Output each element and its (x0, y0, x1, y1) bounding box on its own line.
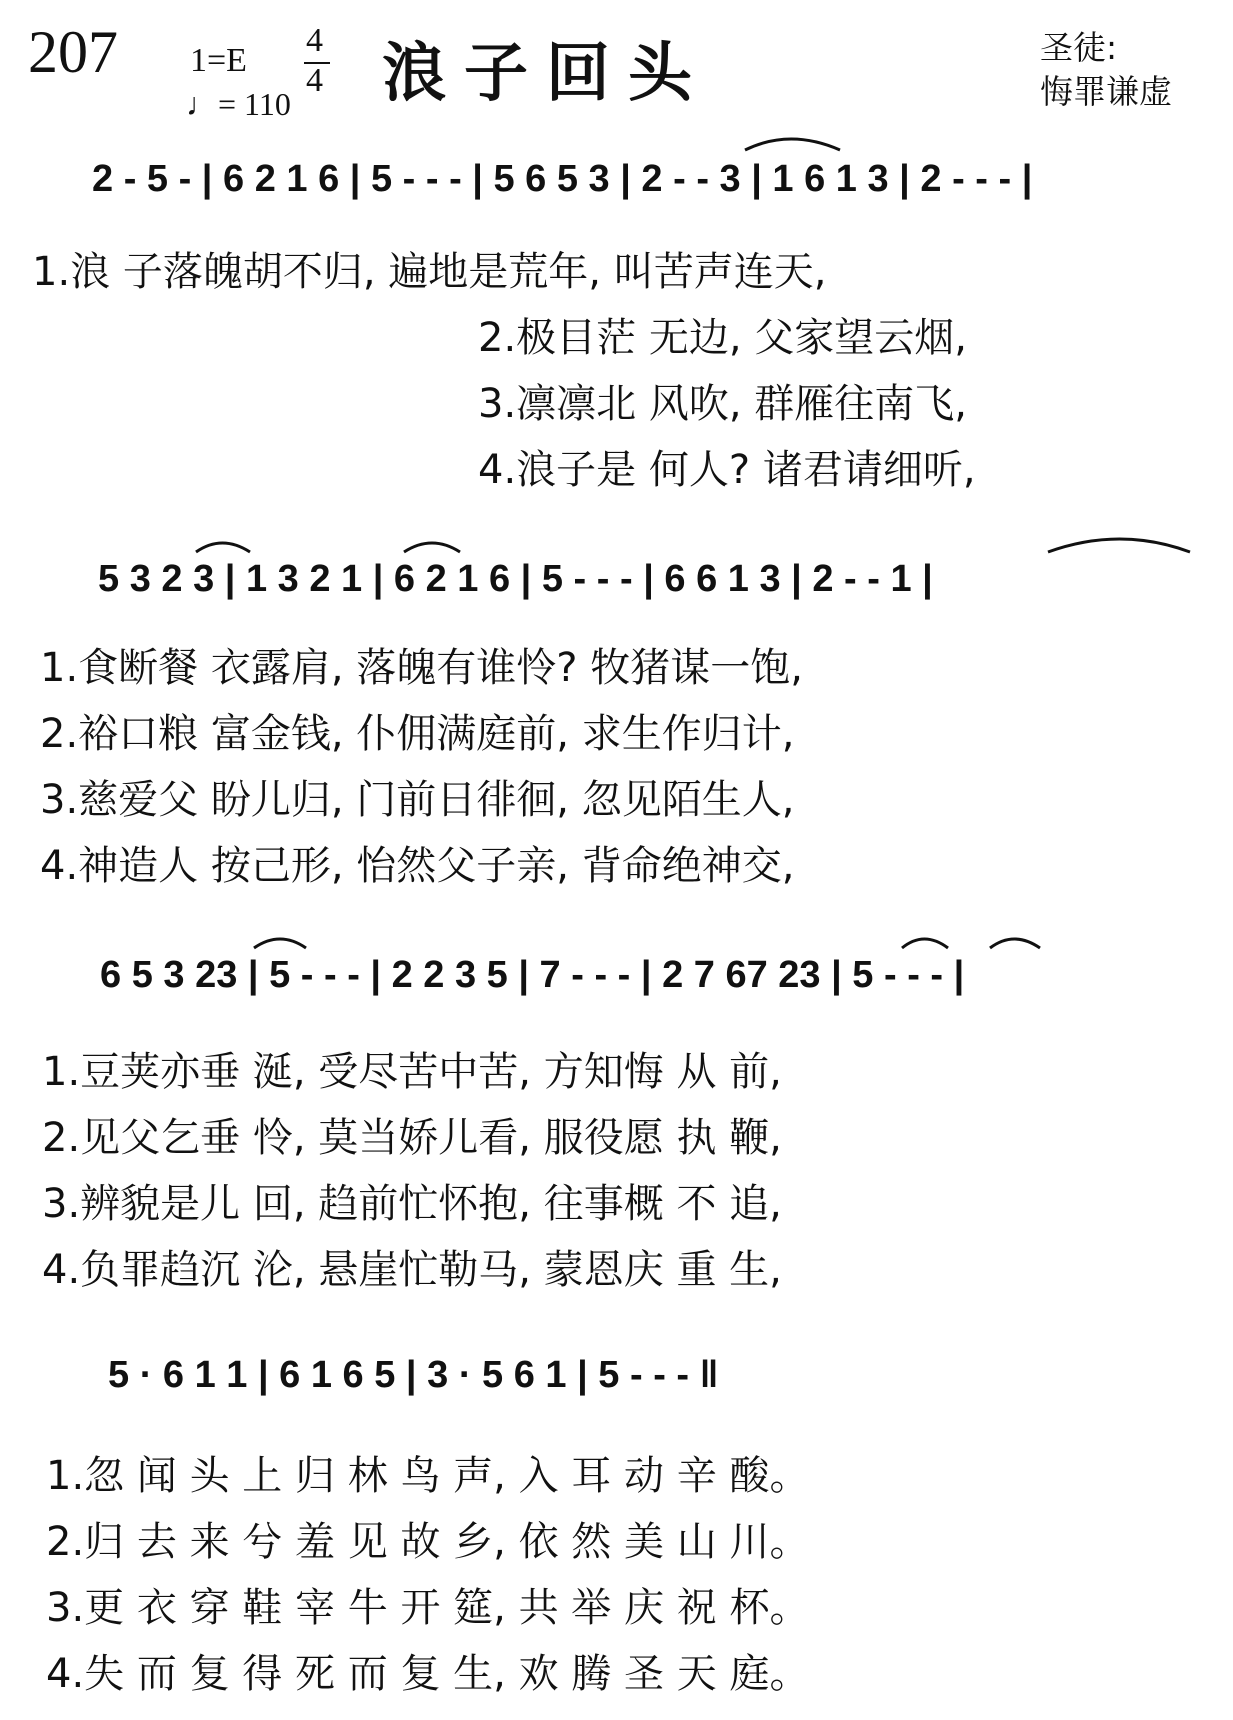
lyric-s4-v3: 3.更 衣 穿 鞋 宰 牛 开 筵, 共 举 庆 祝 杯。 (46, 1585, 810, 1631)
lyric-s2-v3: 3.慈爱父 盼儿归, 门前日徘徊, 忽见陌生人, (40, 777, 795, 823)
lyric-s3-v4: 4.负罪趋沉 沦, 悬崖忙勒马, 蒙恩庆 重 生, (42, 1247, 782, 1293)
lyric-s1-v4: 4.浪子是 何人? 诸君请细听, (478, 447, 976, 493)
category-value: 悔罪谦虚 (1040, 72, 1172, 111)
lyric-s2-v4: 4.神造人 按己形, 怡然父子亲, 背命绝神交, (40, 843, 795, 889)
lyric-s4-v2: 2.归 去 来 兮 羞 见 故 乡, 依 然 美 山 川。 (46, 1519, 810, 1565)
notation-line-3: 6 5 3 23 | 5 - - - | 2 2 3 5 | 7 - - - | 2 7 67 23 | 5 - - - | (100, 954, 965, 996)
time-signature-top: 4 (306, 22, 323, 59)
slur-mark (990, 939, 1040, 948)
lyric-s1-v1: 1.浪 子落魄胡不归, 遍地是荒年, 叫苦声连天, (32, 249, 827, 295)
lyric-s4-v1: 1.忽 闻 头 上 归 林 鸟 声, 入 耳 动 辛 酸。 (46, 1453, 810, 1499)
key-signature: 1=E (190, 42, 247, 79)
lyric-s2-v1: 1.食断餐 衣露肩, 落魄有谁怜? 牧猪谋一饱, (40, 645, 803, 691)
notation-line-4: 5 · 6 1 1 | 6 1 6 5 | 3 · 5 6 1 | 5 - - - ‖ (108, 1354, 719, 1396)
lyric-s3-v1: 1.豆荚亦垂 涎, 受尽苦中苦, 方知悔 从 前, (42, 1049, 782, 1095)
lyric-s3-v2: 2.见父乞垂 怜, 莫当娇儿看, 服役愿 执 鞭, (42, 1115, 782, 1161)
lyric-s2-v2: 2.裕口粮 富金钱, 仆佣满庭前, 求生作归计, (40, 711, 795, 757)
notation-line-1: 2 - 5 - | 6 2 1 6 | 5 - - - | 5 6 5 3 | 2 - - 3 | 1 6 1 3 | 2 - - - | (92, 158, 1033, 200)
slur-mark (254, 939, 306, 948)
slur-mark (902, 939, 948, 948)
notation-line-2: 5 3 2 3 | 1 3 2 1 | 6 2 1 6 | 5 - - - | 6 6 1 3 | 2 - - 1 | (98, 558, 933, 600)
lyric-s1-v2: 2.极目茫 无边, 父家望云烟, (478, 315, 968, 361)
tie-mark (1048, 539, 1190, 552)
lyric-s1-v3: 3.凛凛北 风吹, 群雁往南飞, (478, 381, 968, 427)
lyric-s4-v4: 4.失 而 复 得 死 而 复 生, 欢 腾 圣 天 庭。 (46, 1651, 810, 1697)
slur-mark (404, 543, 460, 552)
tempo-marking: ♩= 110 (186, 86, 291, 122)
slur-mark (196, 543, 250, 552)
tie-mark (745, 139, 840, 150)
lyric-s3-v3: 3.辨貌是儿 回, 趋前忙怀抱, 往事概 不 追, (42, 1181, 782, 1227)
category-label: 圣徒: (1040, 28, 1118, 67)
hymn-number: 207 (28, 19, 118, 85)
hymn-title: 浪子回头 (382, 37, 710, 111)
time-signature-bottom: 4 (306, 62, 323, 99)
